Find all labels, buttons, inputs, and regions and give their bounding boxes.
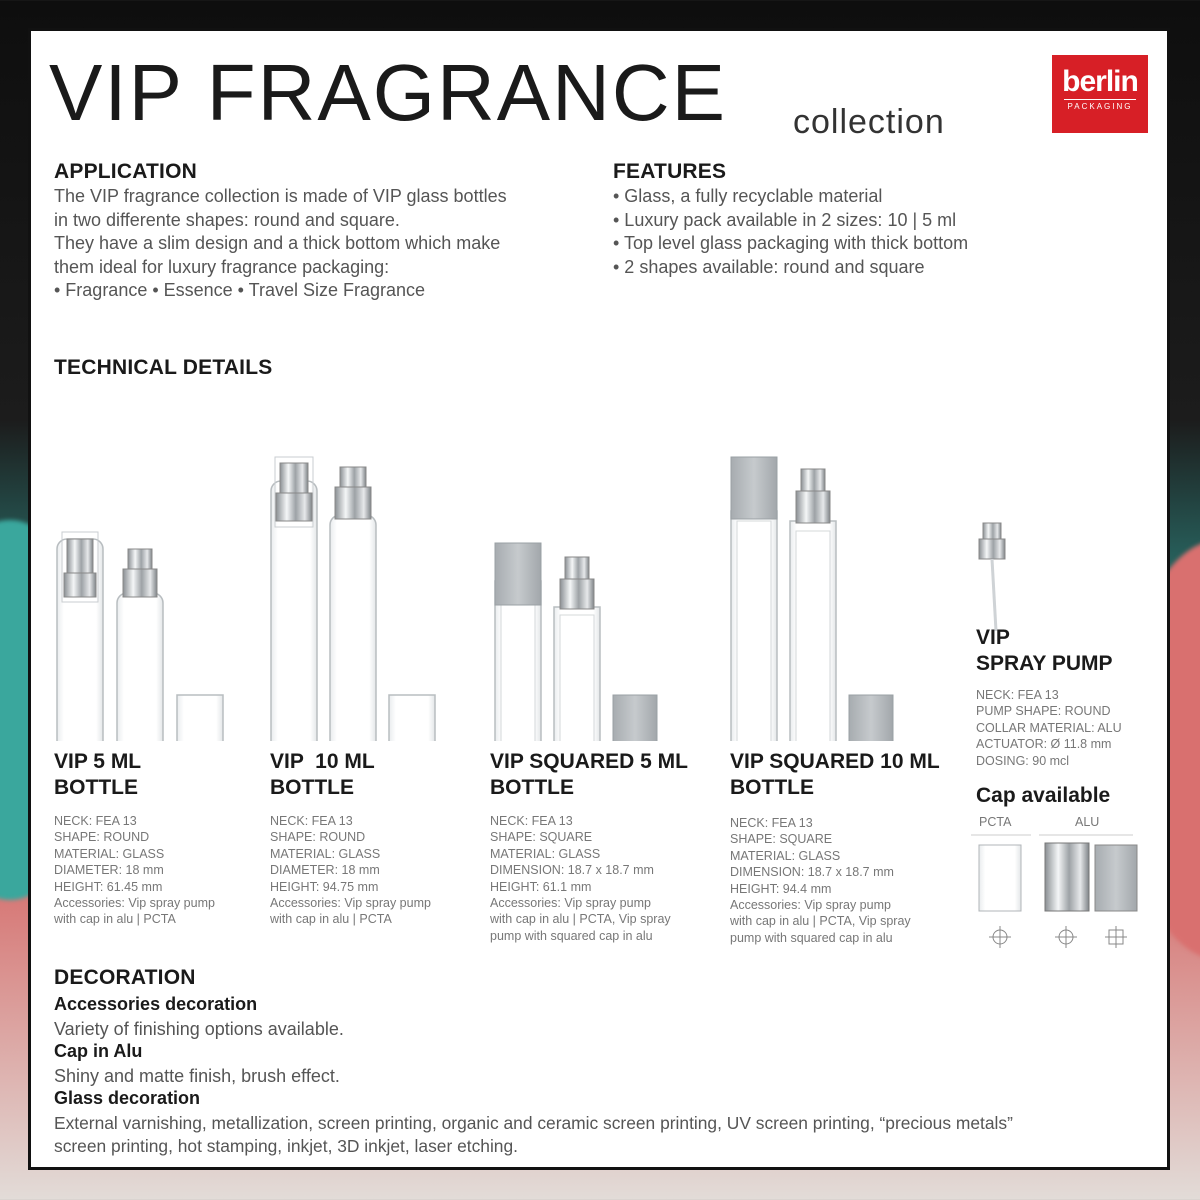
spec-line: with cap in alu | PCTA <box>270 912 392 927</box>
product-title <box>490 749 688 801</box>
application-line: • Fragrance • Essence • Travel Size Fragrance <box>54 280 426 300</box>
berlin-packaging-logo <box>1052 55 1148 133</box>
spec-line: pump with squared cap in alu <box>490 928 653 943</box>
decoration-heading: DECORATION <box>54 966 196 989</box>
application-text <box>54 185 507 303</box>
cap-in-alu-text: Shiny and matte finish, brush effect. <box>54 1066 340 1086</box>
product-vip-squared-10ml <box>730 749 940 946</box>
product-vip-10ml <box>270 749 431 928</box>
vip-10ml-bottle-with-pump <box>330 467 376 741</box>
glass-decoration-line: screen printing, hot stamping, inkjet, 3D inkjet, laser etching. <box>54 1136 518 1156</box>
technical-details-heading: TECHNICAL DETAILS <box>54 356 273 379</box>
vip-5ml-bottle-with-pump <box>117 549 163 741</box>
spec-line: SHAPE: ROUND <box>54 830 150 845</box>
application-line: They have a slim design and a thick bottom which make <box>54 233 501 253</box>
cap-heading-text: Cap available <box>976 784 1111 807</box>
vip-5ml-bottle-with-cap <box>57 532 103 741</box>
application-line: The VIP fragrance collection is made of VIP glass bottles <box>54 186 507 206</box>
feature-item: • Top level glass packaging with thick bottom <box>613 233 969 253</box>
vip-10ml-pcta-cap <box>389 695 435 741</box>
accessories-decoration-text: Variety of finishing options available. <box>54 1019 344 1039</box>
application-line: them ideal for luxury fragrance packaging: <box>54 256 390 277</box>
alu-round-cap <box>1045 843 1089 911</box>
spec-line: SHAPE: SQUARE <box>490 830 593 845</box>
logo-tag: PACKAGING <box>1064 99 1136 111</box>
spec-line: NECK: FEA 13 <box>976 688 1059 702</box>
pump-title-line: SPRAY PUMP <box>976 652 1113 675</box>
spec-line: DIAMETER: 18 mm <box>54 863 164 878</box>
product-title <box>730 749 940 801</box>
spec-line: Accessories: Vip spray pump <box>490 896 651 911</box>
product-specs <box>490 813 688 944</box>
spec-line: Accessories: Vip spray pump <box>270 896 431 911</box>
spec-line: ACTUATOR: Ø 11.8 mm <box>976 737 1112 752</box>
features-heading: FEATURES <box>613 160 727 183</box>
spec-line: pump with squared cap in alu <box>730 930 893 945</box>
spec-line: HEIGHT: 94.75 mm <box>270 879 379 894</box>
vip-squared-10ml-bottle-with-cap <box>731 457 777 741</box>
spec-line: with cap in alu | PCTA, Vip spray <box>490 912 671 927</box>
spec-line: NECK: FEA 13 <box>270 814 353 828</box>
pump-specs <box>976 687 1122 769</box>
page-subtitle: collection <box>793 103 945 141</box>
spec-line: with cap in alu | PCTA, Vip spray <box>730 914 911 929</box>
feature-item: • 2 shapes available: round and square <box>613 256 925 277</box>
product-title <box>54 749 215 801</box>
vip-5ml-pcta-cap <box>177 695 223 741</box>
glass-decoration-title: Glass decoration <box>54 1088 201 1108</box>
application-heading: APPLICATION <box>54 160 197 183</box>
vip-squared-5ml-bottle-with-cap <box>495 543 541 741</box>
product-title-line: VIP 5 ML <box>54 750 142 773</box>
pcta-round-cap <box>979 845 1021 911</box>
product-title-line: BOTTLE <box>270 776 354 799</box>
spec-line: HEIGHT: 61.1 mm <box>490 879 592 894</box>
spec-line: MATERIAL: GLASS <box>54 846 165 861</box>
logo-word: berlin <box>1062 65 1138 98</box>
vip-spray-pump-illustration <box>979 523 1005 631</box>
cap-options-illustration <box>971 831 1141 956</box>
product-vip-squared-5ml <box>490 749 688 944</box>
product-title-line: VIP SQUARED 10 ML <box>730 750 940 773</box>
spec-line: DIMENSION: 18.7 x 18.7 mm <box>730 865 894 880</box>
spec-line: MATERIAL: GLASS <box>270 846 381 861</box>
spec-line: DIAMETER: 18 mm <box>270 863 380 878</box>
page-title: VIP FRAGRANCE <box>49 48 727 137</box>
product-title-line: BOTTLE <box>54 776 138 799</box>
round-shape-symbol <box>1055 926 1077 948</box>
product-vip-5ml <box>54 749 215 928</box>
spec-line: SHAPE: ROUND <box>270 830 366 845</box>
features-list <box>613 185 968 279</box>
cap-label-alu: ALU <box>1075 815 1100 829</box>
spec-line: NECK: FEA 13 <box>730 816 813 830</box>
vip-squared-5ml-alu-cap <box>613 695 657 741</box>
product-title-line: VIP 10 ML <box>270 750 375 773</box>
spec-line: HEIGHT: 94.4 mm <box>730 881 832 896</box>
info-sheet-card <box>28 28 1170 1170</box>
feature-item: • Glass, a fully recyclable material <box>613 186 883 206</box>
spray-pump-info <box>976 625 1122 769</box>
spec-line: MATERIAL: GLASS <box>490 846 601 861</box>
cap-available-heading <box>976 783 1110 809</box>
square-shape-symbol <box>1105 926 1127 948</box>
spec-line: Accessories: Vip spray pump <box>54 896 215 911</box>
round-shape-symbol <box>989 926 1011 948</box>
product-title <box>270 749 431 801</box>
vip-squared-10ml-alu-cap <box>849 695 893 741</box>
glass-decoration-text <box>54 1112 1013 1158</box>
spec-line: SHAPE: SQUARE <box>730 832 833 847</box>
product-specs <box>730 815 940 946</box>
spec-line: NECK: FEA 13 <box>54 814 137 828</box>
spec-line: COLLAR MATERIAL: ALU <box>976 720 1122 735</box>
cap-label-pcta: PCTA <box>979 815 1012 829</box>
spec-line: HEIGHT: 61.45 mm <box>54 879 163 894</box>
product-title-line: BOTTLE <box>730 776 814 799</box>
spec-line: Accessories: Vip spray pump <box>730 898 891 913</box>
accessories-decoration-title: Accessories decoration <box>54 994 258 1014</box>
alu-square-cap <box>1095 845 1137 911</box>
spec-line: with cap in alu | PCTA <box>54 912 176 927</box>
pump-title <box>976 625 1122 677</box>
vip-10ml-bottle-with-cap <box>271 457 317 741</box>
vip-squared-5ml-bottle-with-pump <box>554 557 600 741</box>
spec-line: DIMENSION: 18.7 x 18.7 mm <box>490 863 654 878</box>
feature-item: • Luxury pack available in 2 sizes: 10 | 5 ml <box>613 209 957 230</box>
pump-title-line: VIP <box>976 626 1010 649</box>
spec-line: NECK: FEA 13 <box>490 814 573 828</box>
product-specs <box>270 813 431 928</box>
vip-squared-10ml-bottle-with-pump <box>790 469 836 741</box>
glass-decoration-line: External varnishing, metallization, screen printing, organic and ceramic screen printing, UV screen printing, “precious metals” <box>54 1113 1013 1133</box>
product-title-line: VIP SQUARED 5 ML <box>490 750 688 773</box>
spec-line: MATERIAL: GLASS <box>730 848 841 863</box>
product-title-line: BOTTLE <box>490 776 574 799</box>
spec-line: DOSING: 90 mcl <box>976 753 1070 768</box>
product-specs <box>54 813 215 928</box>
cap-in-alu-title: Cap in Alu <box>54 1041 143 1061</box>
spec-line: PUMP SHAPE: ROUND <box>976 704 1111 719</box>
application-line: in two differente shapes: round and square. <box>54 209 400 230</box>
